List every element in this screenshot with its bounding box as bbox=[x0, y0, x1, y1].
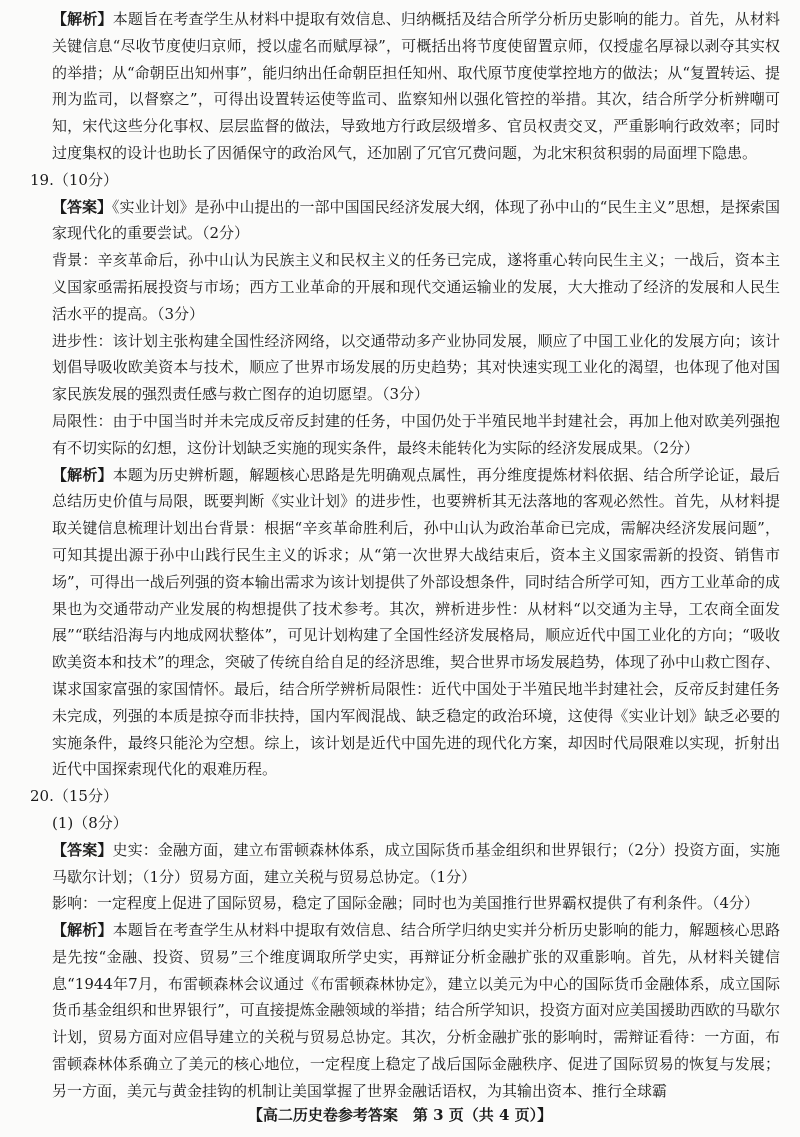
paragraph-text: (1)（8分） bbox=[52, 813, 128, 832]
section-tag: 【解析】 bbox=[52, 465, 113, 484]
section-tag: 【解析】 bbox=[52, 921, 113, 940]
paragraph-text: 《实业计划》是孙中山提出的一部中国国民经济发展大纲，体现了孙中山的“民生主义”思想，是探索国家现代化的重要尝试。（2分） bbox=[52, 197, 780, 243]
paragraph bbox=[30, 917, 780, 1105]
paragraph bbox=[30, 167, 780, 194]
paragraph-text: 进步性：该计划主张构建全国性经济网络，以交通带动多产业协同发展，顺应了中国工业化的发展方向；该计划倡导吸收欧美资本与技术，顺应了世界市场发展的历史趋势；其对快速实现工业化的渴望，也体现了他对国家民族发展的强烈责任感与救亡图存的迫切愿望。（3分） bbox=[52, 331, 780, 404]
paragraph-text: 本题旨在考查学生从材料中提取有效信息、归纳概括及结合所学分析历史影响的能力。首先，从材料关键信息“尽收节度使归京师，授以虚名而赋厚禄”，可概括出将节度使留置京师，仅授虚名厚禄以剥夺其实权的举措；从“命朝臣出知州事”，能归纳出任命朝臣担任知州、取代原节度使掌控地方的做法；从“复置转运、提刑为监司，以督察之”，可得出设置转运使等监司、监察知州以强化管控的举措。其次，结合所学分析辨嘲可知，宋代这些分化事权、层层监督的做法，导致地方行政层级增多、官员权责交叉，严重影响行政效率；同时过度集权的设计也助长了因循保守的政治风气，还加剧了冗官冗费问题，为北宋积贫积弱的局面埋下隐患。 bbox=[52, 10, 781, 162]
page-footer: 【高二历史卷参考答案 第 3 页（共 4 页）】 bbox=[247, 1106, 553, 1124]
paragraph-text: 背景：辛亥革命后，孙中山认为民族主义和民权主义的任务已完成，遂将重心转向民生主义；一战后，资本主义国家亟需拓展投资与市场；西方工业革命的开展和现代交通运输业的发展，大大推动了经济的发展和人民生活水平的提高。（3分） bbox=[52, 251, 780, 323]
paragraph-text: 影响：一定程度上促进了国际贸易，稳定了国际金融；同时也为美国推行世界霸权提供了有利条件。（4分） bbox=[52, 894, 760, 913]
paragraph-text: 19.（10分） bbox=[30, 170, 118, 189]
section-tag: 【答案】 bbox=[52, 197, 113, 216]
paragraph-text: 局限性：由于中国当时并未完成反帝反封建的任务，中国仍处于半殖民地半封建社会，再加上他对欧美列强抱有不切实际的幻想，这份计划缺乏实施的现实条件，最终未能转化为实际的经济发展成果。（2分） bbox=[52, 411, 780, 457]
document-body bbox=[30, 6, 780, 1105]
paragraph bbox=[30, 890, 780, 917]
section-tag: 【解析】 bbox=[52, 10, 113, 28]
paragraph bbox=[30, 837, 780, 891]
paragraph bbox=[30, 810, 780, 837]
paragraph bbox=[30, 462, 780, 784]
paragraph bbox=[30, 328, 780, 408]
paragraph bbox=[30, 783, 780, 810]
paragraph-text: 本题为历史辨析题，解题核心思路是先明确观点属性，再分维度提炼材料依据、结合所学论证，最后总结历史价值与局限，既要判断《实业计划》的进步性，也要辨析其无法落地的客观必然性。首先，从材料提取关键信息梳理计划出台背景：根据“辛亥革命胜利后，孙中山认为政治革命已完成，需解决经济发展问题”，可知其提出源于孙中山践行民生主义的诉求；从“第一次世界大战结束后，资本主义国家需新的投资、销售市场”，可得出一战后列强的资本输出需求为该计划提供了外部设想条件，同时结合所学可知，西方工业革命的成果也为交通带动产业发展的构想提供了技术参考。其次，辨析进步性：从材料“以交通为主导，工农商全面发展”“联结沿海与内地成网状整体”，可见计划构建了全国性经济发展格局，顺应近代中国工业化的方向；“吸收欧美资本和技术”的理念，突破了传统自给自足的经济思维，契合世界市场发展趋势，体现了孙中山救亡图存、谋求国家富强的家国情怀。最后，结合所学辨析局限性：近代中国处于半殖民地半封建社会，反帝反封建任务未完成，列强的本质是掠夺而非扶持，国内军阀混战、缺乏稳定的政治环境，这使得《实业计划》缺乏必要的实施条件，最终只能沦为空想。综上，该计划是近代中国先进的现代化方案，却因时代局限难以实现，折射出近代中国探索现代化的艰难历程。 bbox=[52, 465, 780, 779]
paragraph-text: 20.（15分） bbox=[30, 787, 118, 806]
paragraph-text: 史实：金融方面，建立布雷顿森林体系，成立国际货币基金组织和世界银行；（2分）投资方面，实施马歇尔计划；（1分）贸易方面，建立关税与贸易总协定。（1分） bbox=[52, 840, 780, 886]
paragraph bbox=[30, 6, 780, 167]
paragraph-text: 本题旨在考查学生从材料中提取有效信息、结合所学归纳史实并分析历史影响的能力，解题核心思路是先按“金融、投资、贸易”三个维度调取所学史实，再辩证分析金融扩张的双重影响。首先，从材料关键信息“1944年7月，布雷顿森林会议通过《布雷顿森林协定》，建立以美元为中心的国际货币金融体系，成立国际货币基金组织和世界银行”，可直接提炼金融领域的举措；结合所学知识，投资方面对应美国援助西欧的马歇尔计划，贸易方面对应倡导建立的关税与贸易总协定。其次，分析金融扩张的影响时，需辩证看待：一方面，布雷顿森林体系确立了美元的核心地位，一定程度上稳定了战后国际金融秩序、促进了国际贸易的恢复与发展；另一方面，美元与黄金挂钩的机制让美国掌握了世界金融话语权，为其输出资本、推行全球霸 bbox=[52, 921, 780, 1100]
paragraph bbox=[30, 247, 780, 327]
paragraph bbox=[30, 408, 780, 462]
paragraph bbox=[30, 194, 780, 248]
section-tag: 【答案】 bbox=[52, 840, 113, 859]
